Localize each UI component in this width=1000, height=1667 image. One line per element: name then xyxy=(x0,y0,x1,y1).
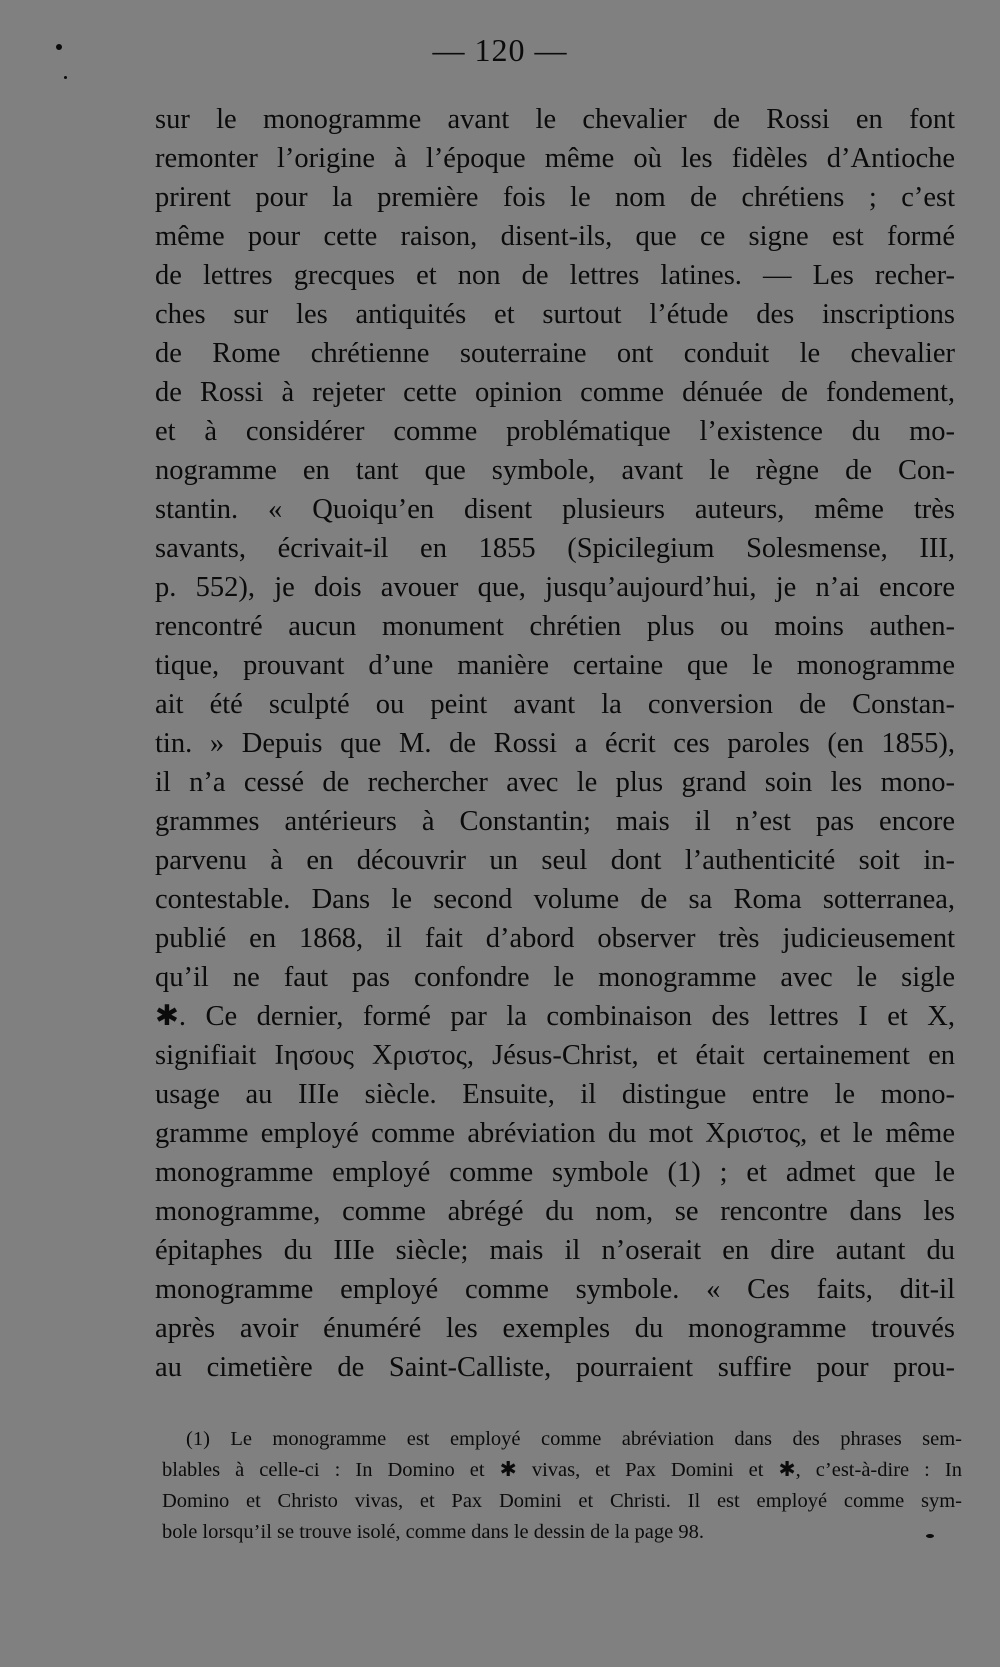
text-line: ✱. Ce dernier, formé par la combinaison des lettres I et X, xyxy=(155,1001,955,1032)
scan-speck xyxy=(64,76,67,79)
text-line: épitaphes du IIIe siècle; mais il n’oserait en dire autant du xyxy=(155,1235,955,1266)
text-line: monogramme employé comme symbole. « Ces faits, dit-il xyxy=(155,1274,955,1305)
text-line: même pour cette raison, disent-ils, que ce signe est formé xyxy=(155,221,955,252)
text-line: après avoir énuméré les exemples du monogramme trouvés xyxy=(155,1313,955,1344)
text-line: qu’il ne faut pas confondre le monogramme avec le sigle xyxy=(155,962,955,993)
text-line: de Rossi à rejeter cette opinion comme dénuée de fondement, xyxy=(155,377,955,408)
text-line: rencontré aucun monument chrétien plus ou moins authen- xyxy=(155,611,955,642)
text-line: sur le monogramme avant le chevalier de Rossi en font xyxy=(155,104,955,135)
text-line: monogramme, comme abrégé du nom, se rencontre dans les xyxy=(155,1196,955,1227)
footnote-line: bole lorsqu’il se trouve isolé, comme dans le dessin de la page 98. xyxy=(162,1521,704,1543)
text-line: gramme employé comme abréviation du mot Χριστος, et le même xyxy=(155,1118,955,1149)
text-line: contestable. Dans le second volume de sa Roma sotterranea, xyxy=(155,884,955,915)
page-number: — 120 — xyxy=(432,32,568,68)
footnote xyxy=(162,1424,962,1548)
text-line: de Rome chrétienne souterraine ont conduit le chevalier xyxy=(155,338,955,369)
body-text xyxy=(155,100,955,1387)
text-line: prirent pour la première fois le nom de chrétiens ; c’est xyxy=(155,182,955,213)
scan-speck xyxy=(56,44,62,50)
text-line: stantin. « Quoiqu’en disent plusieurs auteurs, même très xyxy=(155,494,955,525)
text-line: usage au IIIe siècle. Ensuite, il distingue entre le mono- xyxy=(155,1079,955,1110)
text-line: monogramme employé comme symbole (1) ; et admet que le xyxy=(155,1157,955,1188)
text-line: publié en 1868, il fait d’abord observer très judicieusement xyxy=(155,923,955,954)
footnote-line: blables à celle-ci : In Domino et ✱ vivas, et Pax Domini et ✱, c’est-à-dire : In xyxy=(162,1459,962,1481)
text-line: p. 552), je dois avouer que, jusqu’aujourd’hui, je n’ai encore xyxy=(155,572,955,603)
text-line: grammes antérieurs à Constantin; mais il n’est pas encore xyxy=(155,806,955,837)
text-line: remonter l’origine à l’époque même où les fidèles d’Antioche xyxy=(155,143,955,174)
text-line: ches sur les antiquités et surtout l’étude des inscriptions xyxy=(155,299,955,330)
text-line: savants, écrivait-il en 1855 (Spicilegium Solesmense, III, xyxy=(155,533,955,564)
text-line: tique, prouvant d’une manière certaine que le monogramme xyxy=(155,650,955,681)
text-line: tin. » Depuis que M. de Rossi a écrit ces paroles (en 1855), xyxy=(155,728,955,759)
footnote-line: Domino et Christo vivas, et Pax Domini et Christi. Il est employé comme sym- xyxy=(162,1490,962,1512)
text-line: parvenu à en découvrir un seul dont l’authenticité soit in- xyxy=(155,845,955,876)
text-line: et à considérer comme problématique l’existence du mo- xyxy=(155,416,955,447)
text-line: ait été sculpté ou peint avant la conversion de Constan- xyxy=(155,689,955,720)
text-line: de lettres grecques et non de lettres latines. — Les recher- xyxy=(155,260,955,291)
text-line: signifiait Ιησους Χριστος, Jésus-Christ, et était certainement en xyxy=(155,1040,955,1071)
text-line: au cimetière de Saint-Calliste, pourraient suffire pour prou- xyxy=(155,1352,955,1383)
footnote-line: (1) Le monogramme est employé comme abréviation dans des phrases sem- xyxy=(186,1428,962,1450)
text-line: il n’a cessé de rechercher avec le plus grand soin les mono- xyxy=(155,767,955,798)
text-line: nogramme en tant que symbole, avant le règne de Con- xyxy=(155,455,955,486)
